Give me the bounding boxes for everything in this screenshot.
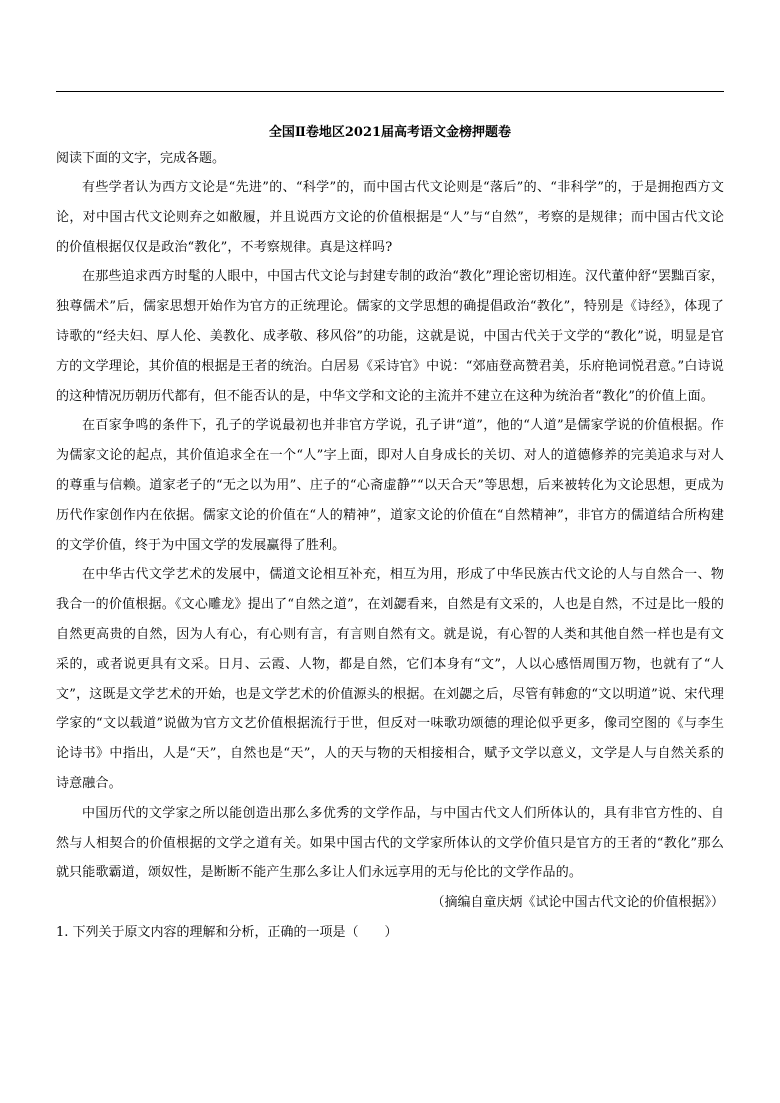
- paragraph-2: 在那些追求西方时髦的人眼中，中国古代文论与封建专制的政治“教化”理论密切相连。汉代董仲舒“罢黜百家，独尊儒术”后，儒家思想开始作为官方的正统理论。儒家的文学思想的确提倡政治“教化”，特别是《诗经》，体现了诗歌的“经夫妇、厚人伦、美教化、成孝敬、移风俗”的功能，这就是说，中国古代关于文学的“教化”说，明显是官方的文学理论，其价值的根据是王者的统治。白居易《采诗官》中说：“郊庙登高赞君美，乐府艳词悦君意。”白诗说的这种情况历朝历代都有，但不能否认的是，中华文学和文论的主流并不建立在这种为统治者“教化”的价值上面。: [56, 269, 724, 404]
- question-1: 1. 下列关于原文内容的理解和分析，正确的一项是（ ）: [56, 924, 398, 940]
- document-body: [56, 120, 724, 948]
- document-title: 全国Ⅱ卷地区2021届高考语文金榜押题卷: [268, 125, 512, 140]
- paragraph-4: 在中华古代文学艺术的发展中，儒道文论相互补充，相互为用，形成了中华民族古代文论的人与自然合一、物我合一的价值根据。《文心雕龙》提出了“自然之道”，在刘勰看来，自然是有文采的，人也是自然，不过是比一般的自然更高贵的自然，因为人有心，有心则有言，有言则自然有文。就是说，有心智的人类和其他自然一样也是有文采的，或者说更具有文采。日月、云霞、人物，都是自然，它们本身有“文”，人以心感悟周围万物，也就有了“人文”，这既是文学艺术的开始，也是文学艺术的价值源头的根据。在刘勰之后，尽管有韩愈的“文以明道”说、宋代理学家的“文以载道”说做为官方文艺价值根据流行于世，但反对一味歌功颂德的理论似乎更多，像司空图的《与李生论诗书》中指出，人是“天”，自然也是“天”，人的天与物的天相接相合，赋予文学以意义，文学是人与自然关系的诗意融合。: [56, 567, 724, 791]
- paragraph-1: 有些学者认为西方文论是“先进”的、“科学”的，而中国古代文论则是“落后”的、“非科学”的，于是拥抱西方文论，对中国古代文论则弃之如敝履，并且说西方文论的价值根据是“人”与“自然”，考察的是规律；而中国古代文论的价值根据仅仅是政治“教化”，不考察规律。真是这样吗?: [56, 180, 724, 255]
- source-citation: （摘编自童庆炳《试论中国古代文论的价值根据》）: [431, 895, 724, 911]
- paragraph-3: 在百家争鸣的条件下，孔子的学说最初也并非官方学说，孔子讲“道”，他的“人道”是儒家学说的价值根据。作为儒家文论的起点，其价值追求全在一个“人”字上面，即对人自身成长的关切、对人的道德修养的完美追求与对人的尊重与信赖。道家老子的“无之以为用”、庄子的“心斋虚静”“以天合天”等思想，后来被转化为文论思想，更成为历代作家创作内在依据。儒家文论的价值在“人的精神”，道家文论的价值在“自然精神”，非官方的儒道结合所构建的文学价值，终于为中国文学的发展赢得了胜利。: [56, 418, 724, 553]
- header-divider: [56, 91, 724, 92]
- reading-instruction: 阅读下面的文字，完成各题。: [56, 151, 226, 166]
- paragraph-5: 中国历代的文学家之所以能创造出那么多优秀的文学作品，与中国古代文人们所体认的，具有非官方性的、自然与人相契合的价值根据的文学之道有关。如果中国古代的文学家所体认的文学价值只是官方的王者的“教化”那么就只能歌霸道，颂奴性，是断断不能产生那么多让人们永远享用的无与伦比的文学作品的。: [56, 805, 724, 881]
